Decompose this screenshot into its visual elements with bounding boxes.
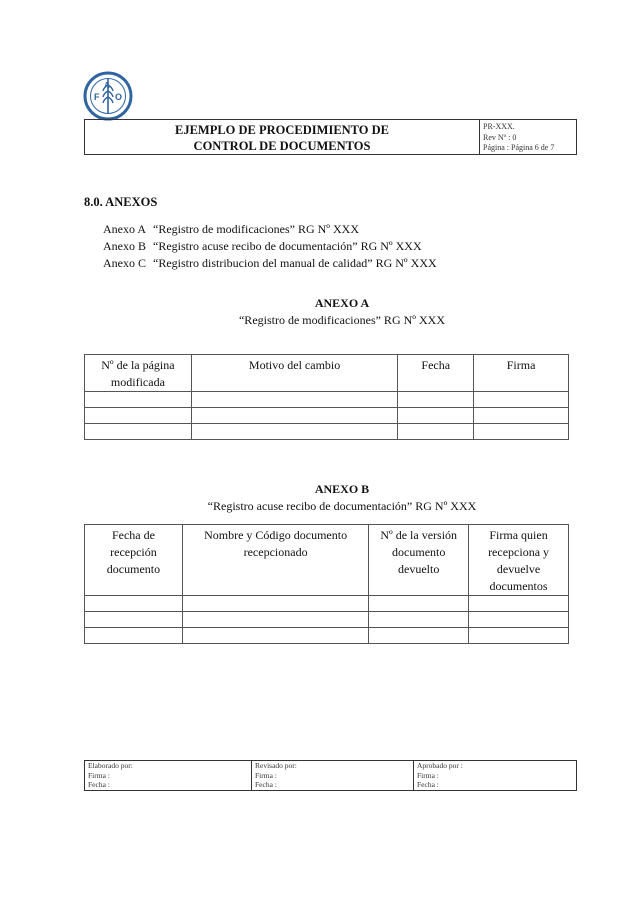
section-title: 8.0. ANEXOS [84, 195, 158, 209]
column-header: Firma quien recepciona y devuelve documentos [469, 525, 569, 596]
svg-text:A: A [104, 81, 110, 90]
annex-b-table [84, 524, 569, 644]
annex-a-title [84, 295, 600, 329]
annex-list-item: Anexo A “Registro de modificaciones” RG Nº XXX [103, 222, 360, 236]
column-header: Nº de la página modificada [85, 355, 192, 392]
table-row [85, 424, 569, 440]
document-code: PR-XXX. [483, 122, 515, 131]
annex-a-table [84, 354, 569, 440]
approval-footer [84, 760, 577, 791]
table-row [85, 408, 569, 424]
document-meta [483, 122, 554, 154]
column-header: Fecha de recepción documento [85, 525, 183, 596]
annex-list [103, 221, 437, 272]
table-row [85, 628, 569, 644]
annex-list-item: Anexo C “Registro distribucion del manual de calidad” RG Nº XXX [103, 256, 437, 270]
footer-revisado: Revisado por: Firma : Fecha : [255, 761, 297, 789]
annex-b-title [84, 481, 600, 515]
footer-aprobado: Aprobado por : Firma : Fecha : [417, 761, 463, 789]
column-header: Nº de la versión documento devuelto [369, 525, 469, 596]
document-revision: Rev Nº : 0 [483, 132, 517, 142]
svg-text:O: O [115, 92, 123, 102]
column-header: Fecha [398, 355, 474, 392]
document-page: Página : Página 6 de 7 [483, 143, 555, 152]
table-header-row [85, 355, 569, 392]
annex-b-subtitle: “Registro acuse recibo de documentación” RG Nº XXX [207, 499, 477, 513]
fao-logo [82, 71, 134, 121]
column-header: Nombre y Código documento recepcionado [182, 525, 368, 596]
svg-text:F: F [94, 92, 100, 102]
table-row [85, 596, 569, 612]
header-divider [479, 120, 480, 154]
footer-elaborado: Elaborado por: Firma : Fecha : [88, 761, 133, 789]
table-header-row [85, 525, 569, 596]
annex-a-subtitle: “Registro de modificaciones” RG Nº XXX [238, 313, 445, 327]
document-title: EJEMPLO DE PROCEDIMIENTO DE CONTROL DE DOCUMENTOS [174, 123, 390, 153]
annex-b-heading: ANEXO B [314, 482, 370, 496]
annex-list-item: Anexo B “Registro acuse recibo de documentación” RG Nº XXX [103, 239, 422, 253]
table-row [85, 392, 569, 408]
document-header [84, 119, 577, 155]
column-header: Firma [474, 355, 569, 392]
column-header: Motivo del cambio [191, 355, 397, 392]
annex-a-heading: ANEXO A [314, 296, 370, 310]
table-row [85, 612, 569, 628]
